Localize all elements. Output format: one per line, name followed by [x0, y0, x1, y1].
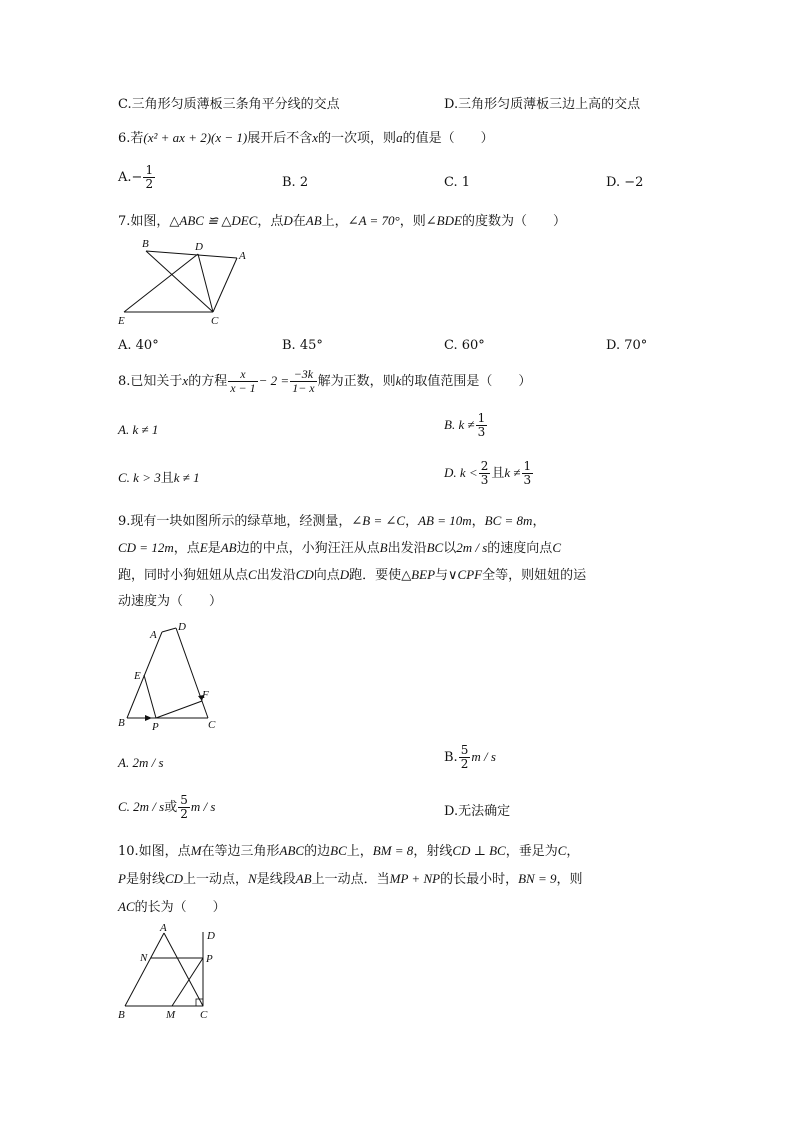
q7-figure [110, 236, 260, 330]
q10-figure [110, 922, 230, 1022]
q9-label-d: D [178, 621, 186, 633]
q6-option-a: A.− $\frac{1}{2}$ [118, 163, 154, 191]
q9-arrow-b-to-c [145, 715, 152, 721]
q9-label-e: E [134, 670, 141, 682]
q7-line-ba [146, 251, 237, 258]
q9-label-a: A [150, 629, 157, 641]
q6-option-b: B. 2 [282, 175, 309, 190]
q5-option-d: D.三角形匀质薄板三边上高的交点 [444, 97, 641, 112]
q7-option-b: B. 45° [282, 338, 323, 353]
q7-line-dc [198, 254, 213, 312]
q10-label-d: D [207, 930, 215, 942]
q9-line-ad [162, 628, 176, 632]
q7-label-b: B [142, 238, 149, 250]
q9-label-f: F [202, 689, 209, 701]
q9-option-d: D.无法确定 [444, 804, 511, 819]
q10-label-m: M [166, 1009, 176, 1021]
q9-label-c: C [208, 719, 216, 731]
q10-label-c: C [200, 1009, 208, 1021]
q10-line-ac [164, 933, 203, 1006]
q9-label-p: P [152, 721, 159, 733]
q9-stem-line3: 跑，同时小狗妞妞从点C出发沿CD向点D跑．要使△BEP与∨CPF全等，则妞妞的运 [118, 567, 587, 583]
q10-stem-line3: AC的长为（ ） [118, 899, 226, 915]
q5-option-c: C.三角形匀质薄板三条角平分线的交点 [118, 97, 340, 112]
q7-label-c: C [211, 315, 219, 327]
q9-stem-line1: 9.现有一块如图所示的绿草地，经测量，∠B = ∠C，AB = 10m，BC = 8m， [118, 513, 546, 529]
q7-line-bc [146, 251, 213, 312]
q7-label-d: D [195, 241, 203, 253]
q10-line-ab [125, 933, 164, 1006]
q7-option-d: D. 70° [606, 338, 648, 353]
q7-label-a: A [239, 250, 246, 262]
q7-label-e: E [118, 315, 125, 327]
q10-label-n: N [140, 952, 148, 964]
q7-line-ac [213, 258, 237, 312]
q7-option-c: C. 60° [444, 338, 485, 353]
q8-option-a: A. k ≠ 1 [118, 422, 159, 437]
q9-option-b: B. $\frac{5}{2}$ m / s [444, 743, 496, 771]
q8-stem: 8.已知关于x的方程 $\frac{x}{x - 1}$ − 2 = $\frac{-3k}{1- x}$ 解为正数，则k的取值范围是（ ） [118, 367, 532, 395]
q9-stem-line4: 动速度为（ ） [118, 594, 223, 609]
q8-option-c: C. k > 3且k ≠ 1 [118, 470, 200, 486]
q10-label-p: P [206, 953, 213, 965]
q8-option-d: D. k < $\frac{2}{3}$ 且k ≠ $\frac{1}{3}$ [444, 459, 532, 487]
q10-stem-line1: 10.如图，点M在等边三角形ABC的边BC上，BM = 8，射线CD ⊥ BC，垂足为C， [118, 843, 580, 859]
q6-option-d: D. −2 [606, 175, 644, 190]
q6-stem: 6.若(x² + ax + 2)(x − 1)展开后不含x的一次项，则a的值是（ ） [118, 130, 494, 146]
q8-option-b: B. k ≠ $\frac{1}{3}$ [444, 411, 486, 439]
q10-label-b: B [118, 1009, 125, 1021]
q9-stem-line2: CD = 12m，点E是AB边的中点，小狗汪汪从点B出发沿BC以2m / s的速度向点C [118, 540, 561, 556]
q10-label-a: A [160, 922, 167, 934]
q10-stem-line2: P是射线CD上一动点，N是线段AB上一动点．当MP + NP的长最小时，BN = 9，则 [118, 871, 583, 887]
q7-line-ed [124, 254, 198, 312]
q9-option-c: C. 2m / s或 $\frac{5}{2}$ m / s [118, 793, 216, 821]
q9-line-ep [144, 675, 156, 718]
q7-stem: 7.如图，△ABC ≌ △DEC，点D在AB上，∠A = 70°，则∠BDE的度数为（ ） [118, 213, 566, 229]
q9-option-a: A. 2m / s [118, 755, 164, 770]
q6-option-c: C. 1 [444, 175, 471, 190]
q9-label-b: B [118, 717, 125, 729]
q9-figure [110, 618, 230, 734]
q7-option-a: A. 40° [118, 338, 159, 353]
q9-line-pf [156, 701, 202, 718]
